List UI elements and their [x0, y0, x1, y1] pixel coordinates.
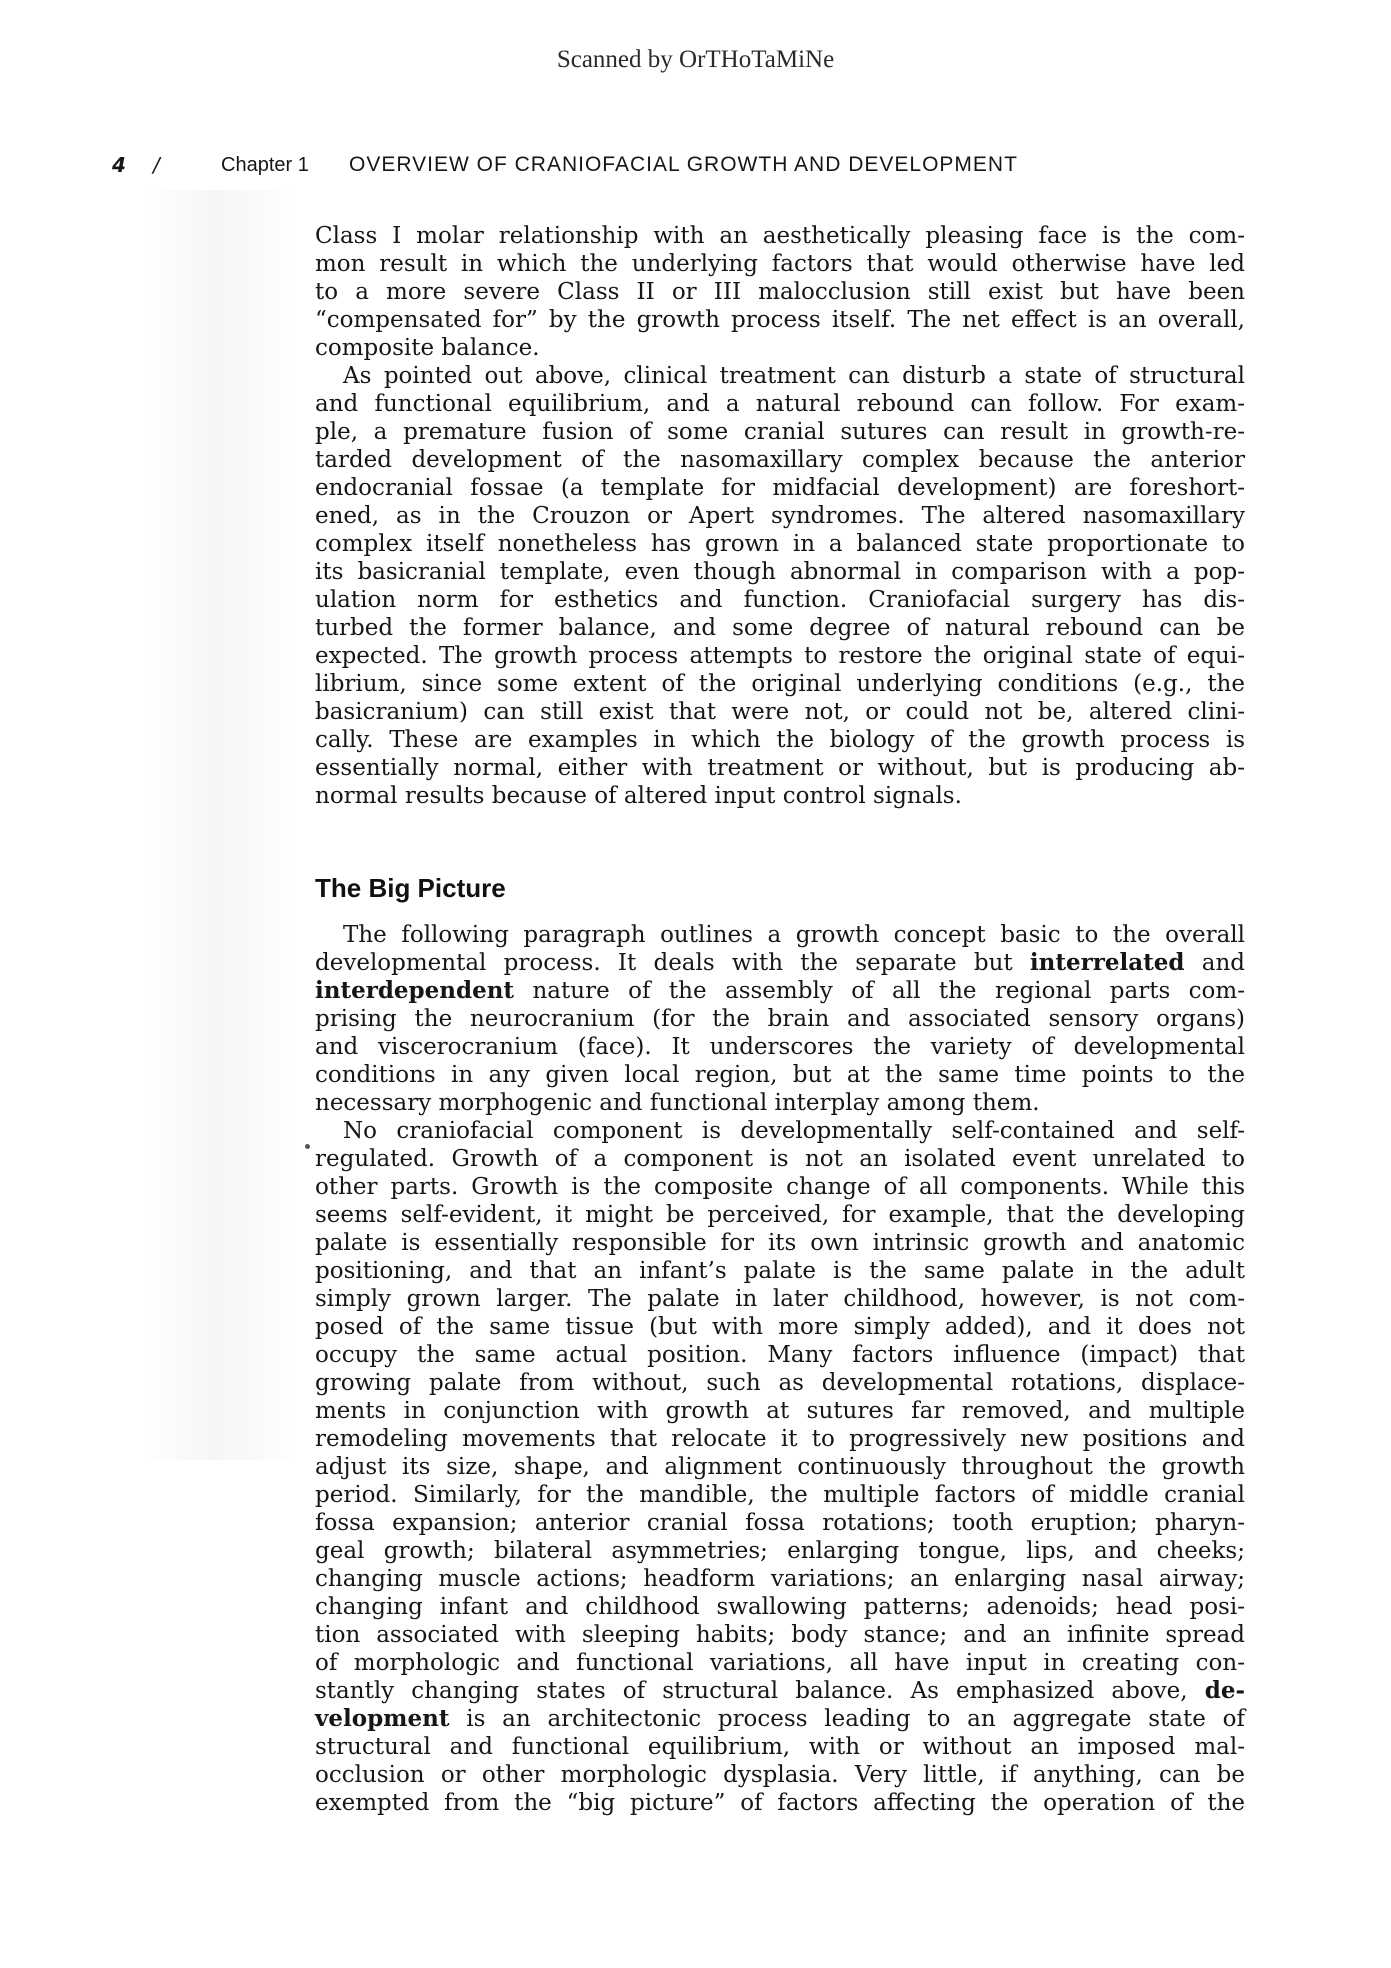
text-line: essentially normal, either with treatment or without, but is producing ab- — [315, 755, 1245, 781]
text-line: changing muscle actions; headform variations; an enlarging nasal airway; — [315, 1566, 1245, 1592]
text-line: period. Similarly, for the mandible, the multiple factors of middle cranial — [315, 1482, 1245, 1508]
text-line: “compensated for” by the growth process itself. The net effect is an overall, — [315, 307, 1245, 333]
text-line: ulation norm for esthetics and function. Craniofacial surgery has dis- — [315, 587, 1245, 613]
text-line: ments in conjunction with growth at sutures far removed, and multiple — [315, 1398, 1245, 1424]
bold-term: de- — [1204, 1677, 1245, 1704]
text-line: librium, since some extent of the original underlying conditions (e.g., the — [315, 671, 1245, 697]
text-line: occupy the same actual position. Many factors influence (impact) that — [315, 1342, 1245, 1368]
running-head-separator: / — [153, 153, 160, 177]
text-line: The following paragraph outlines a growth concept basic to the overall — [343, 922, 1245, 948]
text-segment: developmental process. It deals with the separate but — [315, 950, 1030, 976]
text-line: As pointed out above, clinical treatment can disturb a state of structural — [343, 363, 1245, 389]
text-line: Class I molar relationship with an aesthetically pleasing face is the com- — [315, 223, 1245, 249]
text-line — [315, 1677, 1245, 1705]
text-line: tarded development of the nasomaxillary complex because the anterior — [315, 447, 1245, 473]
text-segment: and — [1184, 950, 1245, 976]
text-line: composite balance. — [315, 335, 540, 361]
text-line: adjust its size, shape, and alignment continuously throughout the growth — [315, 1454, 1245, 1480]
text-line: changing infant and childhood swallowing patterns; adenoids; head posi- — [315, 1594, 1245, 1620]
text-line: necessary morphogenic and functional interplay among them. — [315, 1090, 1040, 1116]
text-line — [315, 1705, 1245, 1733]
text-line — [315, 949, 1245, 977]
text-line: occlusion or other morphologic dysplasia. Very little, if anything, can be — [315, 1762, 1245, 1788]
scan-shadow — [140, 190, 300, 1460]
text-line: prising the neurocranium (for the brain and associated sensory organs) — [315, 1006, 1245, 1032]
text-line: its basicranial template, even though abnormal in comparison with a pop- — [315, 559, 1245, 585]
scan-mark — [305, 1144, 310, 1149]
text-segment: is an architectonic process leading to an aggregate state of — [449, 1706, 1245, 1732]
chapter-label: Chapter 1 — [221, 154, 309, 176]
text-line: expected. The growth process attempts to restore the original state of equi- — [315, 643, 1245, 669]
text-line: and viscerocranium (face). It underscores the variety of developmental — [315, 1034, 1245, 1060]
text-line: ened, as in the Crouzon or Apert syndromes. The altered nasomaxillary — [315, 503, 1245, 529]
text-line: geal growth; bilateral asymmetries; enlarging tongue, lips, and cheeks; — [315, 1538, 1245, 1564]
bold-term: velopment — [315, 1705, 450, 1732]
paragraph — [315, 921, 1245, 1117]
text-line: conditions in any given local region, but at the same time points to the — [315, 1062, 1245, 1088]
text-line: exempted from the “big picture” of factors affecting the operation of the — [315, 1790, 1245, 1816]
paragraph — [315, 222, 1245, 362]
text-line: ple, a premature fusion of some cranial sutures can result in growth-re- — [315, 419, 1245, 445]
text-line: tion associated with sleeping habits; body stance; and an infinite spread — [315, 1622, 1245, 1648]
section-body-text — [315, 921, 1245, 1817]
text-line: other parts. Growth is the composite change of all components. While this — [315, 1174, 1245, 1200]
text-line: No craniofacial component is developmentally self-contained and self- — [343, 1118, 1245, 1144]
text-line — [315, 977, 1245, 1005]
text-line: normal results because of altered input control signals. — [315, 783, 962, 809]
bold-term: interdependent — [315, 977, 515, 1004]
bold-term: interrelated — [1029, 949, 1185, 976]
text-line: structural and functional equilibrium, with or without an imposed mal- — [315, 1734, 1245, 1760]
scanner-watermark: Scanned by OrTHoTaMiNe — [556, 46, 835, 73]
text-segment: stantly changing states of structural balance. As emphasized above, — [315, 1678, 1205, 1704]
text-line: regulated. Growth of a component is not an isolated event unrelated to — [315, 1146, 1245, 1172]
chapter-title: OVERVIEW OF CRANIOFACIAL GROWTH AND DEVELOPMENT — [349, 153, 1018, 176]
text-line: complex itself nonetheless has grown in a balanced state proportionate to — [315, 531, 1245, 557]
text-line: fossa expansion; anterior cranial fossa rotations; tooth eruption; pharyn- — [315, 1510, 1245, 1536]
text-line: and functional equilibrium, and a natural rebound can follow. For exam- — [315, 391, 1245, 417]
body-text — [315, 222, 1245, 810]
running-head — [0, 151, 1391, 179]
text-line: of morphologic and functional variations, all have input in creating con- — [315, 1650, 1245, 1676]
paragraph — [315, 362, 1245, 810]
text-line: growing palate from without, such as developmental rotations, displace- — [315, 1370, 1245, 1396]
text-line: remodeling movements that relocate it to progressively new positions and — [315, 1426, 1245, 1452]
text-line: to a more severe Class II or III malocclusion still exist but have been — [315, 279, 1245, 305]
text-segment: nature of the assembly of all the regional parts com- — [514, 978, 1245, 1004]
section-heading: The Big Picture — [315, 873, 506, 903]
text-line: positioning, and that an infant’s palate is the same palate in the adult — [315, 1258, 1245, 1284]
text-line: seems self-evident, it might be perceived, for example, that the developing — [315, 1202, 1245, 1228]
text-line: endocranial fossae (a template for midfacial development) are foreshort- — [315, 475, 1245, 501]
text-line: mon result in which the underlying factors that would otherwise have led — [315, 251, 1245, 277]
text-line: palate is essentially responsible for its own intrinsic growth and anatomic — [315, 1230, 1245, 1256]
page-number: 4 — [112, 153, 126, 177]
text-line: posed of the same tissue (but with more simply added), and it does not — [315, 1314, 1245, 1340]
text-line: basicranium) can still exist that were not, or could not be, altered clini- — [315, 699, 1245, 725]
text-line: turbed the former balance, and some degree of natural rebound can be — [315, 615, 1245, 641]
text-line: simply grown larger. The palate in later childhood, however, is not com- — [315, 1286, 1245, 1312]
paragraph — [315, 1117, 1245, 1817]
text-line: cally. These are examples in which the biology of the growth process is — [315, 727, 1245, 753]
